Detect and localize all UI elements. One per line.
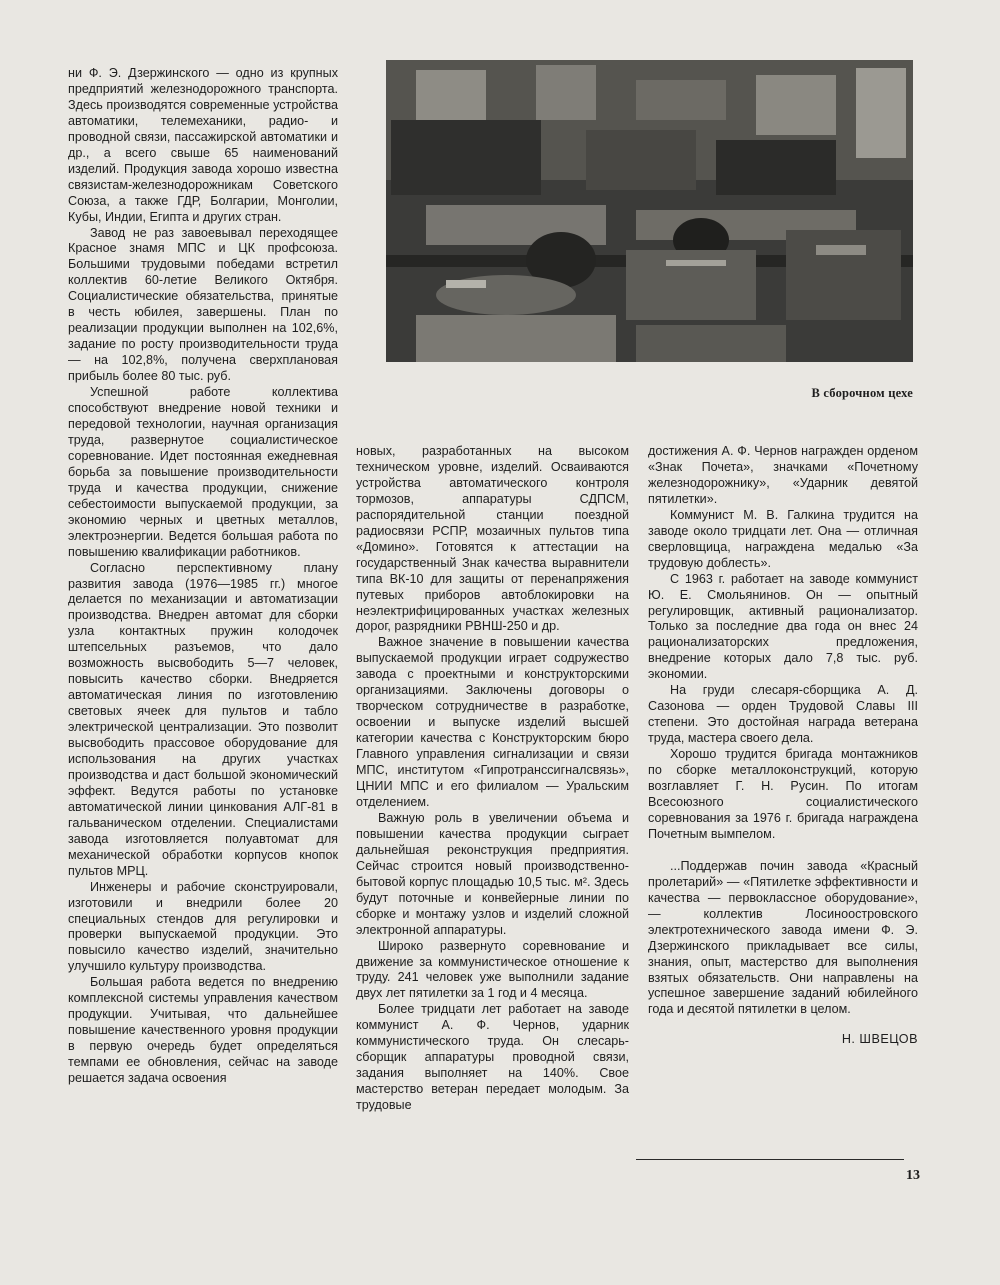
page-number: 13 (906, 1168, 920, 1183)
paragraph: С 1963 г. работает на заводе коммунист Ю. Е. Смольянинов. Он — опытный регулировщик, активный рационализатор. Только за последние два года он внес 24 рационализаторских предложения, внедрение которых дало 7,8 тыс. руб. экономии. (648, 571, 918, 682)
paragraph: Важную роль в увеличении объема и повышении качества продукции сыграет дальнейшая реконструкция предприятия. Сейчас строится новый производственно-бытовой корпус площадью 10,5 тыс. м². Здесь будут поточные и конвейерные линии по сборке и монтажу узлов и изделий сложной электронной аппаратуры. (356, 810, 629, 937)
paragraph: достижения А. Ф. Чернов награжден орденом «Знак Почета», значками «Почетному железнодорожнику», «Ударник девятой пятилетки». (648, 444, 918, 506)
text-column-2 (356, 444, 629, 1114)
factory-assembly-shop-photo-icon (386, 60, 913, 362)
paragraph: Инженеры и рабочие сконструировали, изготовили и внедрили более 20 специальных стендов для регулировки и проверки выпускаемой продукции. Это повысило качество изделий, значительно улучшило культуру производства. (68, 879, 338, 974)
paragraph: ни Ф. Э. Дзержинского — одно из крупных предприятий железнодорожного транспорта. Здесь производятся современные устройства автоматики, телемеханики, радио- и проводной связи, пассажирской автоматики и др., а всего свыше 65 наименований изделий. Продукция завода хорошо известна связистам-железнодорожникам Советского Союза, а также ГДР, Болгарии, Монголии, Кубы, Индии, Египта и других стран. (68, 66, 338, 224)
closing-paragraph: ...Поддержав почин завода «Красный пролетарий» — «Пятилетке эффективности и качества — первоклассное оборудование», — коллектив Лосиноостровского электротехнического завода имени Ф. Э. Дзержинского прикладывает все силы, знания, опыт, мастерство для выполнения взятых обязательств. Они направлены на успешное завершение заданий юбилейного года и десятой пятилетки в целом. (648, 858, 918, 1017)
paragraph: Согласно перспективному плану развития завода (1976—1985 гг.) многое делается по механизации и автоматизации производства. Внедрен автомат для сборки узла контактных пружин колодочек штепсельных разъемов, что дало возможность высвободить 5—7 человек, повысить качество сборки. Внедряется автоматическая линия по изготовлению световых ячеек для пультов и табло электрической централизации. Это позволит высвободить прассовое оборудование для использования на других участках производства и даст большой экономический эффект. Ведутся работы по установке автоматической линии цинкования АЛГ-81 в гальваническом отделении. Специалистами завода изготовляется полуавтомат для механической обработки корпусов кнопок пультов МРЦ. (68, 560, 338, 878)
paragraph: Успешной работе коллектива способствуют внедрение новой техники и передовой технологии, научная организация труда, развернутое социалистическое соревнование. Идет постоянная ежедневная борьба за повышение производительности труда и качества продукции, снижение себестоимости выпускаемой продукции, за экономию черных и цветных металлов, электроэнергии. Ведется большая работа по повышению квалификации работников. (68, 385, 338, 559)
paragraph: Большая работа ведется по внедрению комплексной системы управления качеством продукции. Учитывая, что дальнейшее повышение качественного уровня продукции в первую очередь будет определяться темпами ее обновления, сейчас на заводе решается задача освоения (68, 975, 338, 1086)
paragraph: Коммунист М. В. Галкина трудится на заводе около тридцати лет. Она — отличная сверловщица, награждена медалью «За трудовую доблесть». (648, 507, 918, 570)
paragraph: Важное значение в повышении качества выпускаемой продукции играет содружество завода с проектными и конструкторскими организациями. Заключены договоры о творческом сотрудничестве в разработке, освоении и выпуске изделий высшей категории качества с Конструкторским бюро Главного управления сигнализации и связи МПС, институтом «Гипротранссигналсвязь», ЦНИИ МПС и его филиалом — Уральским отделением. (356, 635, 629, 809)
photo-caption: В сборочном цехе (811, 386, 913, 400)
paragraph: Завод не раз завоевывал переходящее Красное знамя МПС и ЦК профсоюза. Большими трудовыми победами встретил коллектив 60-летие Великого Октября. Социалистические обязательства, принятые в честь юбилея, завершены. План по реализации продукции выполнен на 102,6%, задание по росту производительности труда — на 102,8%, получена сверхплановая прибыль более 80 тыс. руб. (68, 225, 338, 384)
paragraph: Широко развернуто соревнование и движение за коммунистическое отношение к труду. 241 человек уже выполнили задание двух лет пятилетки за 1 год и 4 месяца. (356, 938, 629, 1001)
paragraph: На груди слесаря-сборщика А. Д. Сазонова — орден Трудовой Славы III степени. Это достойная награда ветерана труда, мастера своего дела. (648, 683, 918, 746)
paragraph: Хорошо трудится бригада монтажников по сборке металлоконструкций, которую возглавляет Г. Н. Русин. По итогам Всесоюзного социалистического соревнования за 1976 г. бригада награждена Почетным вымпелом. (648, 747, 918, 841)
paragraph: Более тридцати лет работает на заводе коммунист А. Ф. Чернов, ударник коммунистического труда. Он слесарь-сборщик аппаратуры проводной связи, задания выполняет на 140%. Свое мастерство ветеран передает молодым. За трудовые (356, 1002, 629, 1113)
paragraph: новых, разработанных на высоком техническом уровне, изделий. Осваиваются устройства автоматического контроля тормозов, аппаратуры СДПСМ, распорядительной станции поездной радиосвязи РСПР, мозаичных пультов типа «Домино». Готовятся к аттестации на государственный Знак качества выравнители типа ВК-10 для защиты от перенапряжения путевых приборов автоблокировки на неэлектрифицированных участках железных дорог, разрядники РВНШ-250 и др. (356, 444, 629, 634)
text-column-1 (68, 66, 338, 1087)
text-column-3 (648, 444, 918, 1048)
footer-rule (636, 1159, 904, 1160)
author-signature: Н. ШВЕЦОВ (841, 1032, 918, 1047)
assembly-shop-photo (386, 60, 913, 362)
